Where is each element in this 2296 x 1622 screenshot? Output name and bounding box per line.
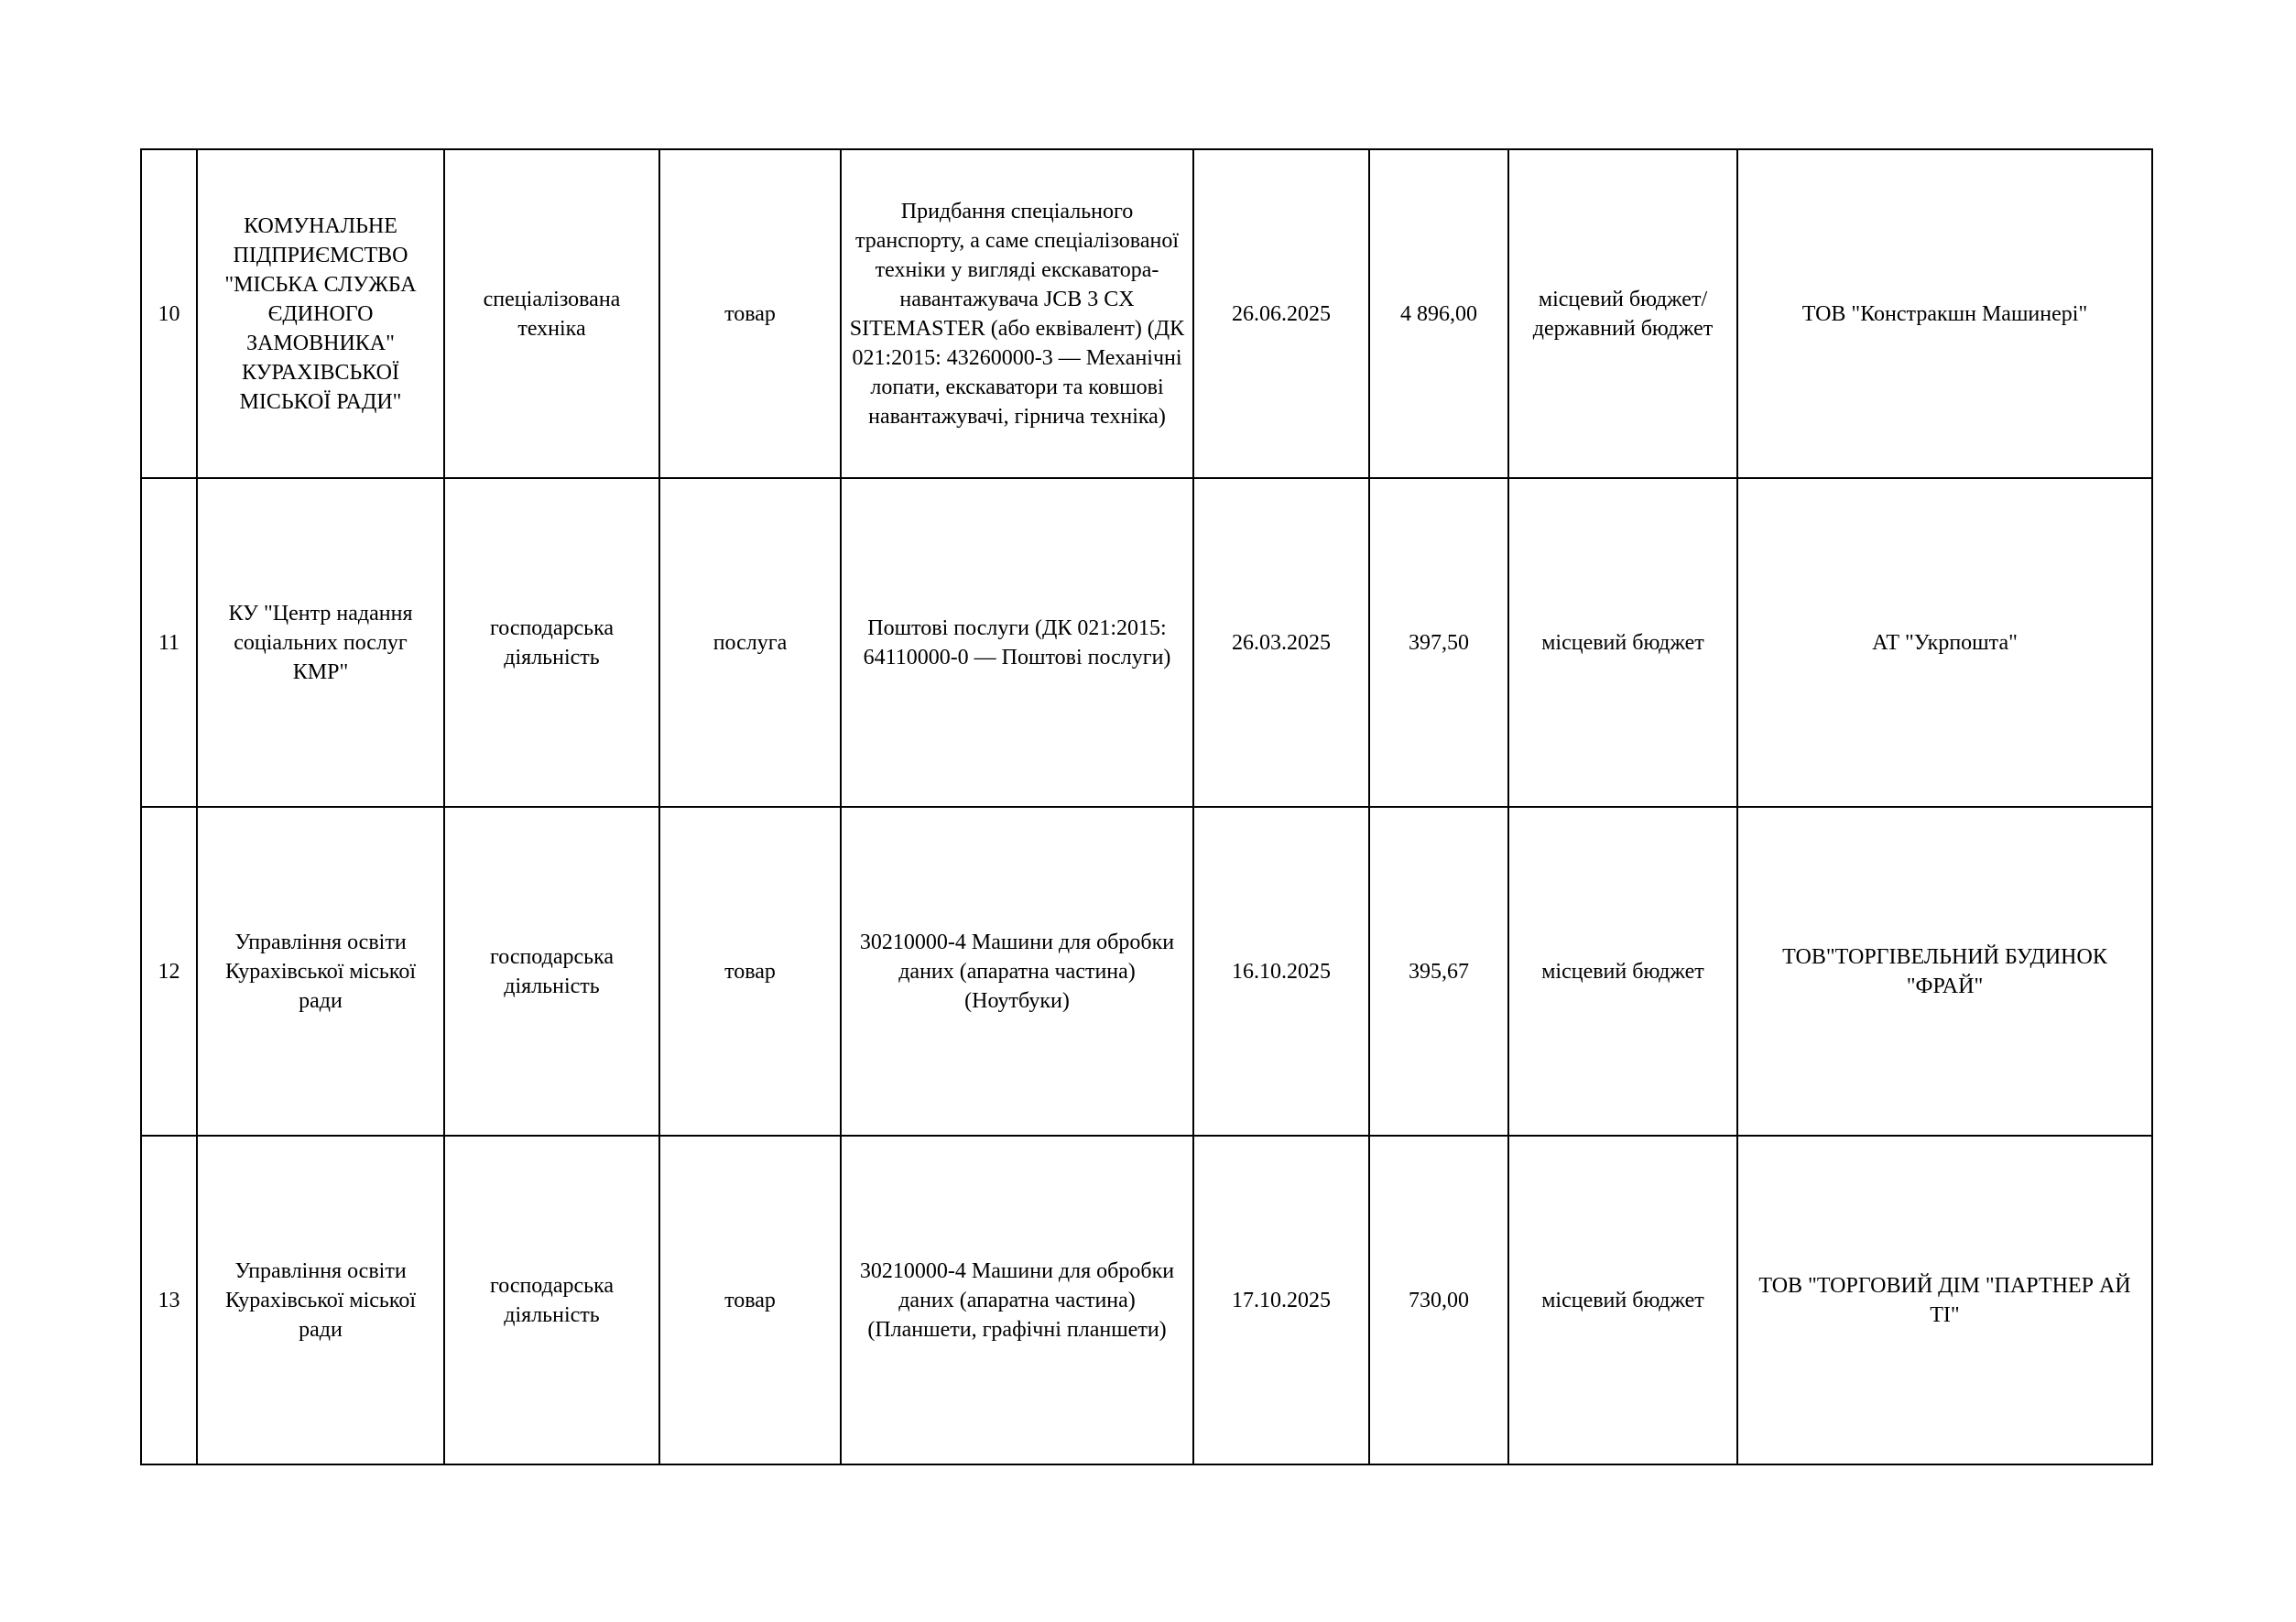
table-row [141, 478, 2152, 807]
customer-name: КОМУНАЛЬНЕ ПІДПРИЄМСТВО "МІСЬКА СЛУЖБА ЄДИНОГО ЗАМОВНИКА" КУРАХІВСЬКОЇ МІСЬКОЇ РАДИ" [197, 149, 444, 478]
procurement-kind: послуга [659, 478, 841, 807]
procurement-kind: товар [659, 1136, 841, 1464]
supplier-name: ТОВ "Констракшн Машинері" [1737, 149, 2152, 478]
contract-amount: 4 896,00 [1369, 149, 1508, 478]
customer-name: КУ "Центр надання соціальних послуг КМР" [197, 478, 444, 807]
activity-type: господарська діяльність [444, 807, 659, 1136]
procurement-subject: 30210000-4 Машини для обробки даних (апаратна частина) (Планшети, графічні планшети) [841, 1136, 1193, 1464]
customer-name: Управління освіти Курахівської міської ради [197, 1136, 444, 1464]
table-row [141, 149, 2152, 478]
procurement-subject: Придбання спеціального транспорту, а саме спеціалізованої техніки у вигляді екскаватора-навантажувача JCB 3 CX SITEMASTER (або еквівалент) (ДК 021:2015: 43260000-3 — Механічні лопати, екскаватори та ковшові навантажувачі, гірнича техніка) [841, 149, 1193, 478]
table-row [141, 807, 2152, 1136]
contract-amount: 730,00 [1369, 1136, 1508, 1464]
procurement-table [140, 148, 2153, 1465]
row-number: 10 [141, 149, 197, 478]
contract-date: 17.10.2025 [1193, 1136, 1369, 1464]
activity-type: господарська діяльність [444, 478, 659, 807]
funding-source: місцевий бюджет [1508, 807, 1737, 1136]
supplier-name: ТОВ "ТОРГОВИЙ ДІМ "ПАРТНЕР АЙ ТІ" [1737, 1136, 2152, 1464]
contract-date: 26.03.2025 [1193, 478, 1369, 807]
customer-name: Управління освіти Курахівської міської ради [197, 807, 444, 1136]
contract-date: 16.10.2025 [1193, 807, 1369, 1136]
supplier-name: ТОВ"ТОРГІВЕЛЬНИЙ БУДИНОК "ФРАЙ" [1737, 807, 2152, 1136]
row-number: 12 [141, 807, 197, 1136]
row-number: 13 [141, 1136, 197, 1464]
table-row [141, 1136, 2152, 1464]
contract-date: 26.06.2025 [1193, 149, 1369, 478]
activity-type: спеціалізована техніка [444, 149, 659, 478]
procurement-subject: 30210000-4 Машини для обробки даних (апаратна частина) (Ноутбуки) [841, 807, 1193, 1136]
funding-source: місцевий бюджет/державний бюджет [1508, 149, 1737, 478]
funding-source: місцевий бюджет [1508, 1136, 1737, 1464]
funding-source: місцевий бюджет [1508, 478, 1737, 807]
procurement-subject: Поштові послуги (ДК 021:2015: 64110000-0 — Поштові послуги) [841, 478, 1193, 807]
contract-amount: 397,50 [1369, 478, 1508, 807]
contract-amount: 395,67 [1369, 807, 1508, 1136]
procurement-kind: товар [659, 149, 841, 478]
supplier-name: АТ "Укрпошта" [1737, 478, 2152, 807]
procurement-kind: товар [659, 807, 841, 1136]
activity-type: господарська діяльність [444, 1136, 659, 1464]
row-number: 11 [141, 478, 197, 807]
